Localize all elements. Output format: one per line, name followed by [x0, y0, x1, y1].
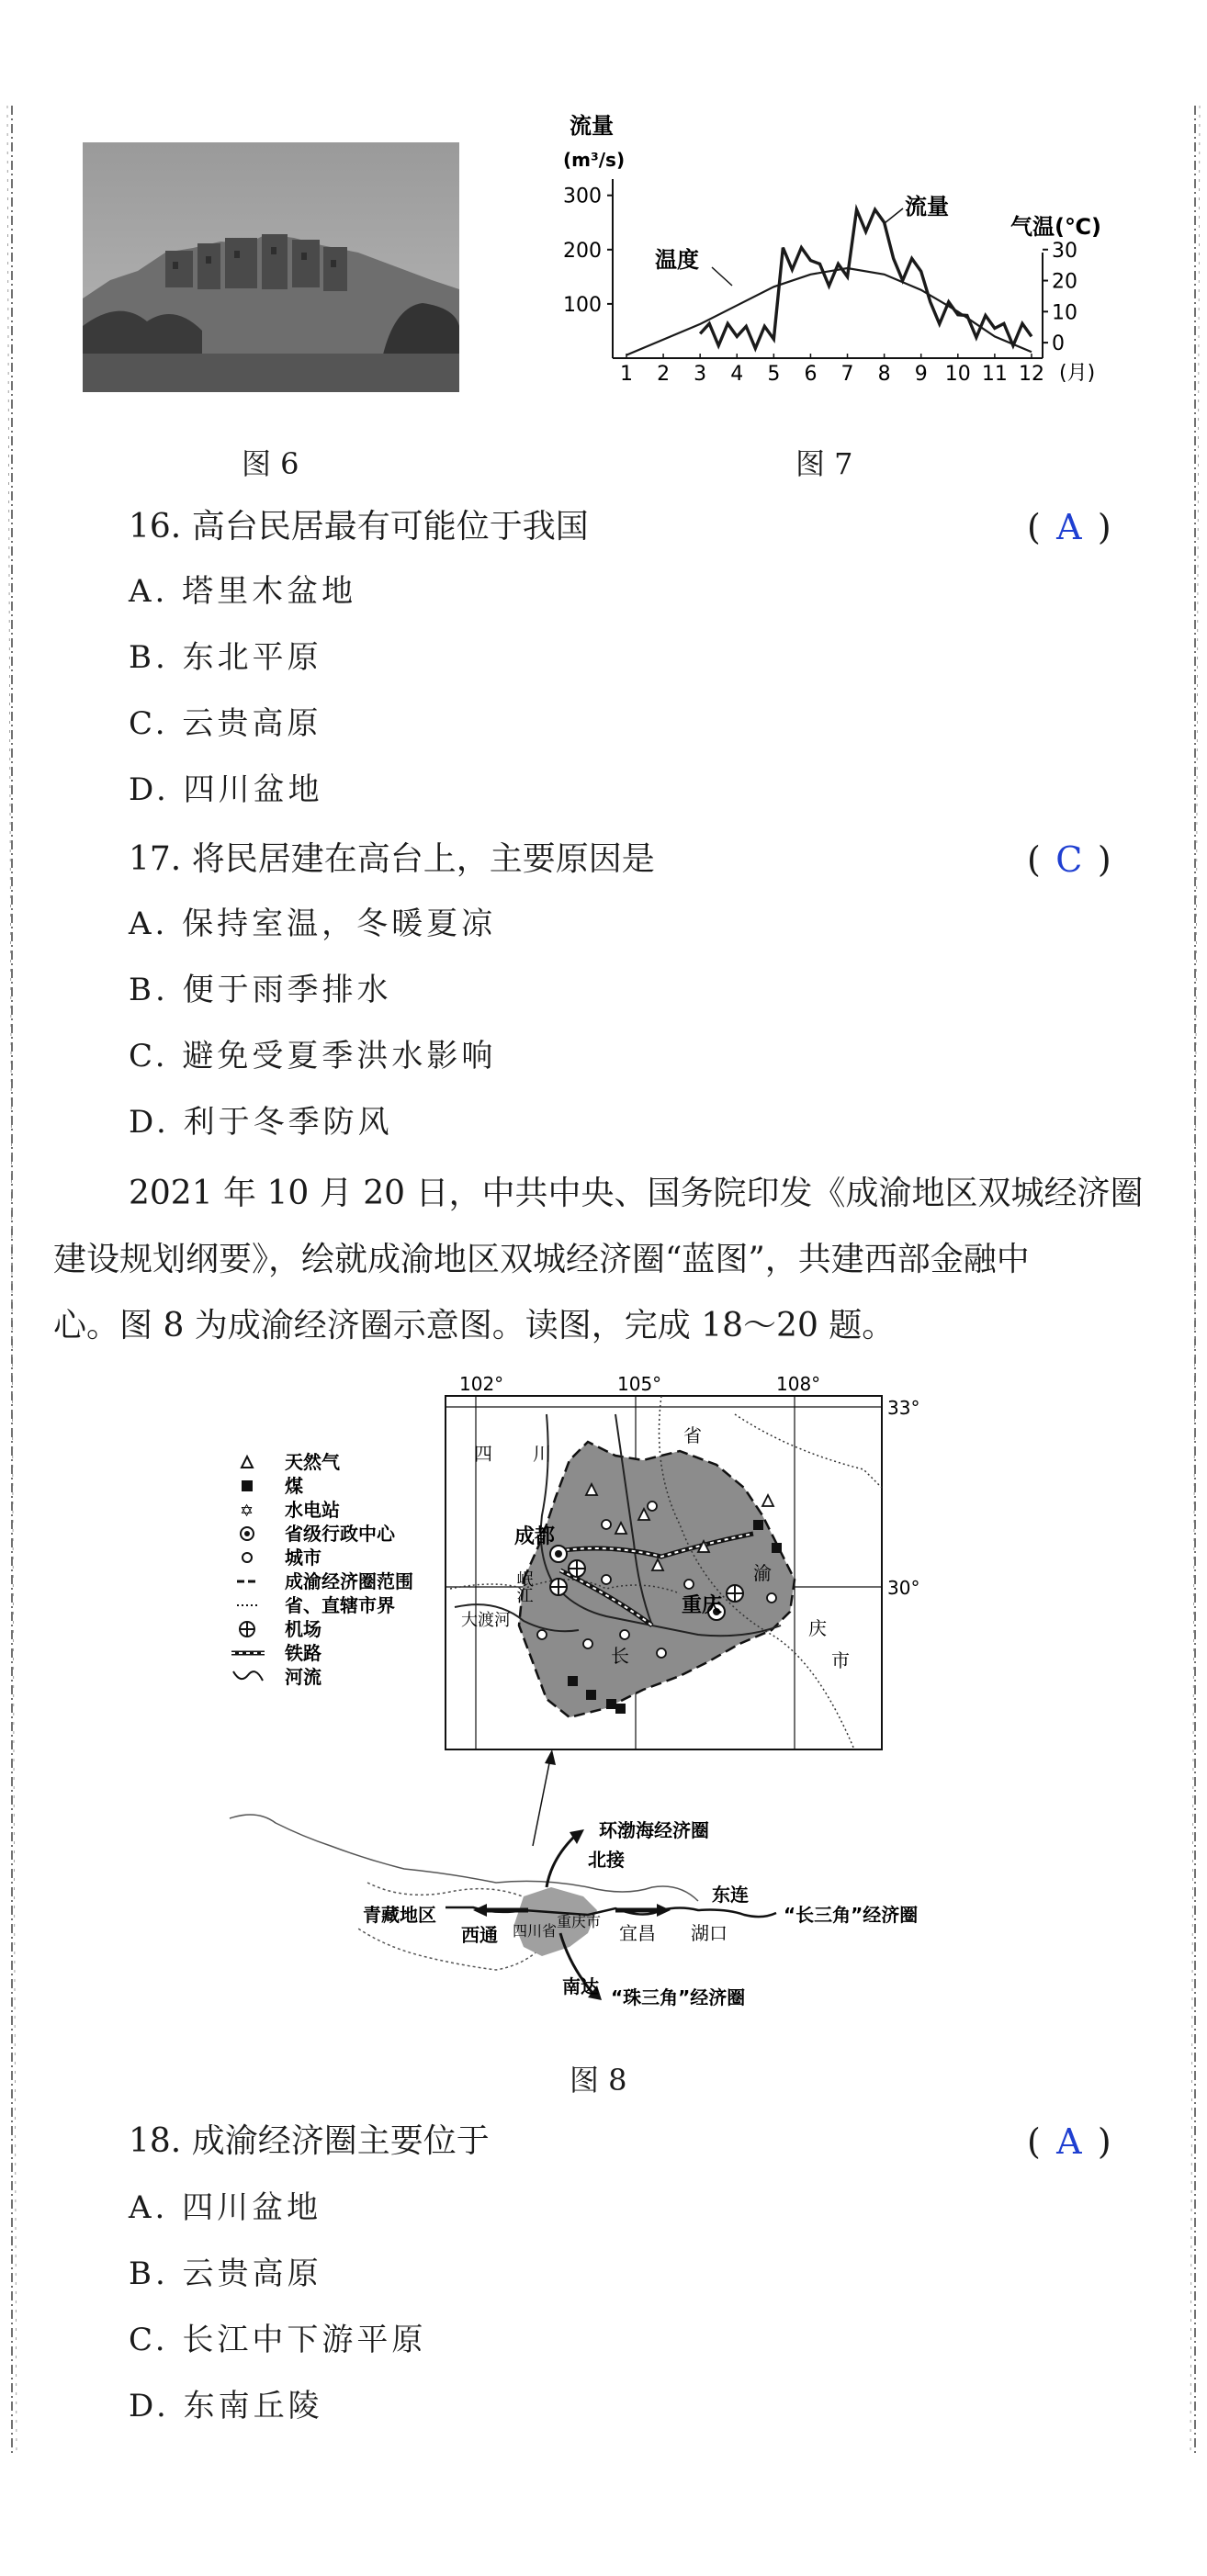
x-axis-tick-label: 9	[914, 363, 928, 386]
left-axis-unit: (m³/s)	[563, 149, 626, 171]
lat-label-30: 30°	[887, 1577, 920, 1599]
legend-city	[243, 1547, 321, 1569]
right-axis-tick-label: 0	[1052, 332, 1065, 356]
question-18-option-c: C. 长江中下游平原	[129, 2322, 427, 2358]
left-axis-tick-label: 200	[563, 239, 602, 263]
left-axis-title: 流量	[570, 113, 614, 139]
inset-north-target: 环渤海经济圈	[599, 1819, 709, 1841]
x-axis-tick-label: 7	[840, 363, 854, 386]
figure-7-caption: 图 7	[795, 446, 853, 481]
x-axis-tick-label: 12	[1018, 363, 1044, 386]
label-chongqing: 重庆	[682, 1594, 723, 1617]
x-axis-tick-label: 5	[767, 363, 781, 386]
x-axis-tick-label: 6	[804, 363, 818, 386]
question-17-option-b: B. 便于雨季排水	[129, 972, 392, 1008]
inset-north-verb: 北接	[588, 1849, 625, 1871]
figure-8-caption: 图 8	[570, 2063, 627, 2098]
question-16-option-c: C. 云贵高原	[129, 705, 322, 742]
flow-label-pointer	[885, 208, 903, 223]
passage-line-3: 心。图 8 为成渝经济圈示意图。读图，完成 18～20 题。	[53, 1307, 896, 1344]
svg-text:省级行政中心: 省级行政中心	[285, 1523, 395, 1545]
flow-series-label: 流量	[905, 194, 949, 219]
passage-line-2: 建设规划纲要》，绘就成渝地区双城经济圈“蓝图”，共建西部金融中	[53, 1241, 1030, 1278]
inset-map	[230, 1815, 776, 2000]
x-axis-tick-label: 8	[877, 363, 891, 386]
question-18-option-b: B. 云贵高原	[129, 2255, 322, 2292]
inset-east-verb: 东连	[712, 1884, 749, 1906]
label-chuan: 川	[533, 1443, 551, 1465]
question-17-stem: 17. 将民居建在高台上，主要原因是	[129, 840, 655, 878]
question-18-option-d: D. 东南丘陵	[129, 2388, 323, 2424]
question-16-option-d: D. 四川盆地	[129, 771, 323, 808]
x-axis-tick-label: 2	[657, 363, 671, 386]
right-axis-tick-label: 10	[1052, 301, 1077, 325]
passage-line-1: 2021 年 10 月 20 日，中共中央、国务院印发《成渝地区双城经济圈	[129, 1175, 1144, 1212]
svg-text:省、直辖市界: 省、直辖市界	[285, 1594, 395, 1616]
question-16-option-a: A. 塔里木盆地	[129, 573, 357, 610]
lon-label-102: 102°	[459, 1373, 504, 1395]
inset-yichang: 宜昌	[619, 1922, 656, 1944]
x-axis-unit: (月)	[1059, 362, 1096, 385]
label-yu: 渝	[753, 1562, 772, 1584]
label-minjiang: 岷江	[513, 1570, 534, 1603]
svg-text:煤: 煤	[285, 1475, 303, 1497]
label-daduhe: 大渡河	[461, 1611, 511, 1630]
inset-east-target: “长三角”经济圈	[784, 1904, 919, 1926]
lon-label-105: 105°	[617, 1373, 662, 1395]
airport-marker	[550, 1579, 567, 1595]
label-chang: 长	[611, 1645, 629, 1667]
x-axis-tick-label: 10	[944, 363, 971, 386]
label-sheng: 省	[683, 1424, 702, 1446]
question-16-option-b: B. 东北平原	[129, 639, 322, 676]
airport-marker	[727, 1585, 743, 1602]
answer-letter: C	[1055, 839, 1083, 880]
svg-text:河流: 河流	[285, 1666, 321, 1688]
question-17-option-a: A. 保持室温，冬暖夏凉	[129, 906, 497, 942]
svg-text:成渝经济圈范围: 成渝经济圈范围	[285, 1570, 413, 1592]
temperature-series-label: 温度	[655, 247, 699, 273]
left-decorative-border	[4, 106, 20, 2457]
legend-coal	[242, 1475, 303, 1497]
question-18-option-a: A. 四川盆地	[129, 2189, 322, 2226]
svg-text:✡: ✡	[240, 1502, 254, 1521]
inset-connector	[533, 1754, 551, 1846]
x-axis-tick-label: 11	[981, 363, 1008, 386]
label-shi: 市	[831, 1649, 850, 1671]
flow-series-line	[700, 209, 1032, 348]
x-axis-tick-label: 1	[620, 363, 633, 386]
legend-gas	[242, 1451, 340, 1473]
temperature-series-line	[626, 268, 1032, 355]
figure-8-map	[220, 1359, 955, 2039]
inset-west-verb: 西通	[461, 1924, 498, 1946]
passage	[53, 1161, 1156, 1359]
question-18-answer: ( A )	[1027, 2121, 1111, 2162]
inset-south-target: “珠三角”经济圈	[611, 1986, 746, 2008]
question-18-stem: 18. 成渝经济圈主要位于	[129, 2122, 490, 2160]
figure-7-chart	[556, 106, 1134, 399]
airport-marker	[569, 1560, 585, 1577]
temperature-label-pointer	[712, 267, 732, 286]
inset-south-verb: 南达	[562, 1975, 599, 1997]
right-axis-tick-label: 20	[1052, 270, 1077, 294]
question-17-option-d: D. 利于冬季防风	[129, 1104, 393, 1141]
legend-rail	[231, 1642, 321, 1664]
question-16-answer: ( A )	[1027, 507, 1111, 547]
label-chengdu: 成都	[514, 1525, 556, 1548]
right-axis-tick-label: 30	[1052, 239, 1077, 263]
legend-boundary	[237, 1570, 413, 1592]
label-si: 四	[474, 1443, 492, 1465]
map-legend	[231, 1451, 413, 1688]
label-qing: 庆	[808, 1617, 827, 1639]
legend-capital	[241, 1523, 396, 1545]
answer-letter: A	[1056, 2121, 1082, 2162]
question-17-answer: ( C )	[1027, 839, 1111, 880]
answer-letter: A	[1056, 507, 1082, 547]
inset-west-target: 青藏地区	[363, 1904, 436, 1926]
figure-6-caption: 图 6	[242, 446, 299, 481]
legend-hydro	[240, 1499, 340, 1521]
question-17-option-c: C. 避免受夏季洪水影响	[129, 1038, 497, 1074]
x-axis-tick-label: 4	[730, 363, 744, 386]
lat-label-33: 33°	[887, 1397, 920, 1419]
figure-6-photo	[83, 142, 459, 392]
x-axis-tick-label: 3	[694, 363, 707, 386]
svg-text:机场: 机场	[285, 1618, 321, 1640]
left-axis-tick-label: 300	[563, 185, 602, 208]
svg-text:水电站: 水电站	[285, 1499, 340, 1521]
legend-airport	[240, 1618, 321, 1640]
left-axis-tick-label: 100	[563, 293, 602, 317]
right-decorative-border	[1187, 106, 1203, 2457]
svg-text:城市: 城市	[285, 1547, 321, 1569]
inset-chongqing-city: 重庆市	[557, 1913, 602, 1930]
question-16-stem: 16. 高台民居最有可能位于我国	[129, 508, 589, 546]
legend-river	[233, 1666, 321, 1688]
inset-sichuan: 四川省	[513, 1922, 558, 1940]
legend-province	[237, 1594, 395, 1616]
right-axis-title: 气温(℃)	[1010, 214, 1101, 240]
svg-text:天然气: 天然气	[285, 1451, 340, 1473]
inset-hukou: 湖口	[691, 1922, 728, 1944]
lon-label-108: 108°	[776, 1373, 821, 1395]
svg-text:铁路: 铁路	[285, 1642, 321, 1664]
